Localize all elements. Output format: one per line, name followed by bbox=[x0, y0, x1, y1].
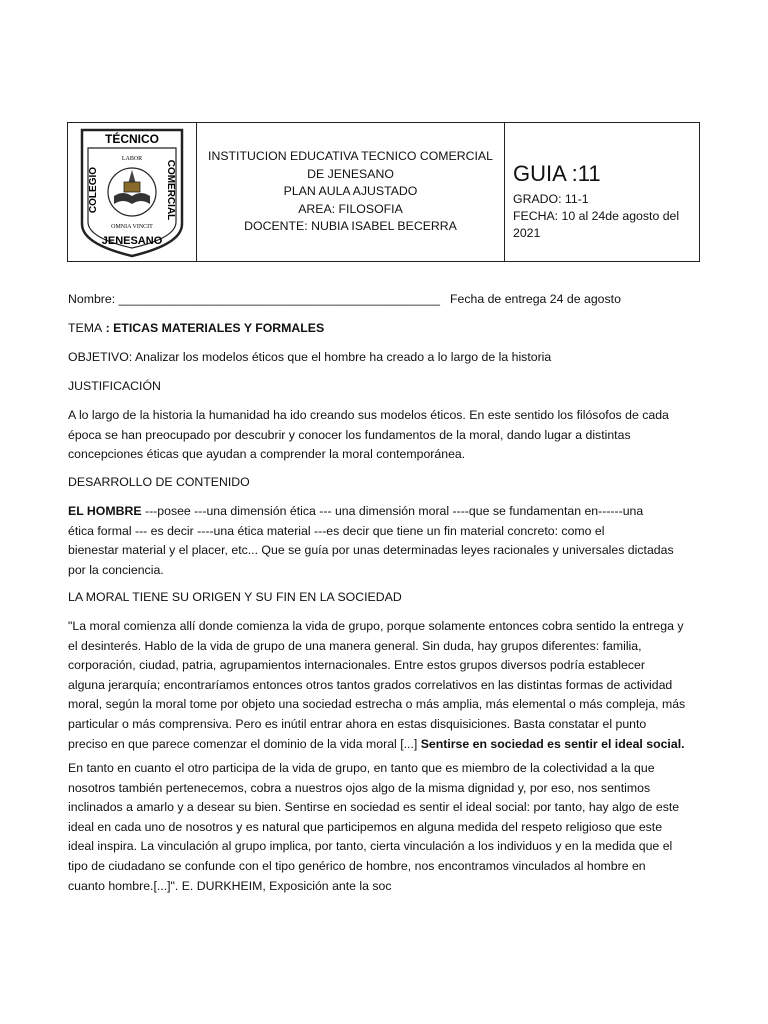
justificacion-heading: JUSTIFICACIÓN bbox=[68, 379, 161, 393]
moral2-line: ideal inspira. La vinculación al grupo implica, por tanto, cierta vinculación a los individuos y en la medida que el bbox=[68, 839, 673, 854]
fecha-line1: FECHA: 10 al 24de agosto del bbox=[513, 209, 680, 223]
school-crest-logo bbox=[78, 126, 186, 258]
moral2-line: tipo de ciudadano se confunde con el tipo genérico de hombre, nos encontramos vinculados al hombre en bbox=[68, 858, 646, 873]
institution-name-line2: DE JENESANO bbox=[307, 166, 394, 181]
nombre-row bbox=[68, 290, 704, 310]
moral-line: particular o más comprensiva. Pero es inútil entrar ahora en estas disquisiciones. Basta constatar el punto bbox=[68, 716, 647, 731]
moral2-line: cuanto hombre.[...]". E. DURKHEIM, Exposición ante la soc bbox=[68, 878, 392, 893]
area-label: AREA: FILOSOFIA bbox=[298, 201, 403, 216]
logo-right-text: COMERCIAL bbox=[165, 159, 176, 221]
nombre-field[interactable]: Nombre: _______________________________________________ bbox=[68, 292, 440, 306]
objetivo-label: OBJETIVO: bbox=[68, 350, 133, 364]
moral-quote-paragraph bbox=[68, 617, 704, 754]
docente-label: DOCENTE: NUBIA ISABEL BECERRA bbox=[244, 219, 457, 234]
moral-line: moral, según la moral tome por objeto una sociedad estrecha o más amplia, más elemental o más compleja, más bbox=[68, 697, 686, 712]
el-hombre-label: EL HOMBRE bbox=[68, 504, 142, 518]
moral2-line: ideal en cada uno de nosotros y es natural que participemos en alguna medida del respeto religioso que este bbox=[68, 819, 663, 834]
moral2-line: inclinados a amarlo y a desear su bien. Sentirse en sociedad es sentir el ideal social: por tanto, hay algo de este bbox=[68, 800, 680, 815]
moral2-line: En tanto en cuanto el otro participa de la vida de grupo, en tanto que es miembro de la colectividad a la que bbox=[68, 761, 655, 775]
guia-info bbox=[505, 123, 699, 261]
moral-last-bold: Sentirse en sociedad es sentir el ideal social. bbox=[420, 736, 685, 751]
tema-label: TEMA bbox=[68, 321, 103, 335]
desarrollo-line: bienestar material y el placer, etc... Que se guía por unas determinadas leyes racionales y universales dictadas bbox=[68, 543, 674, 558]
logo-banner-bottom: OMNIA VINCIT bbox=[111, 224, 153, 230]
header-table bbox=[67, 122, 700, 262]
logo-top-text: TÉCNICO bbox=[105, 132, 159, 146]
moral-line: el desinterés. Hablo de la vida de grupo de una manera general. Sin duda, hay grupos diferentes: familia, bbox=[68, 638, 642, 653]
tema-value: : ETICAS MATERIALES Y FORMALES bbox=[102, 321, 325, 335]
logo-cell bbox=[68, 123, 197, 261]
moral-heading: LA MORAL TIENE SU ORIGEN Y SU FIN EN LA SOCIEDAD bbox=[68, 590, 402, 604]
desarrollo-line: ética formal --- es decir ----una ética material ---es decir que tiene un fin material concreto: como el bbox=[68, 523, 605, 538]
fecha-entrega: Fecha de entrega 24 de agosto bbox=[450, 292, 621, 306]
desarrollo-line1-rest: ---posee ---una dimensión ética --- una dimensión moral ----que se fundamentan en------una bbox=[141, 504, 644, 518]
desarrollo-paragraph bbox=[68, 502, 704, 580]
logo-left-text: COLEGIO bbox=[88, 166, 99, 214]
justificacion-line: época se han preocupado por descubrir y conocer los fundamentos de la moral, dando lugar a distintas bbox=[68, 427, 631, 442]
fecha-line2: 2021 bbox=[513, 226, 541, 240]
moral-last-plain: preciso en que parece comenzar el dominio de la vida moral [...] bbox=[68, 736, 421, 751]
objetivo-value: Analizar los modelos éticos que el hombre ha creado a lo largo de la historia bbox=[132, 350, 552, 364]
moral-line: "La moral comienza allí donde comienza la vida de grupo, porque solamente entonces cobra sentido la entrega y bbox=[68, 619, 684, 633]
institution-info bbox=[197, 123, 505, 261]
desarrollo-heading: DESARROLLO DE CONTENIDO bbox=[68, 475, 250, 489]
moral-second-paragraph bbox=[68, 759, 704, 896]
moral-line: corporación, ciudad, patria, agrupamientos internacionales. Entre estos grupos diversos podría establecer bbox=[68, 658, 645, 673]
desarrollo-line bbox=[68, 502, 704, 522]
justificacion-line: concepciones éticas que ayudan a comprender la moral contemporánea. bbox=[68, 447, 466, 462]
institution-name-line1: INSTITUCION EDUCATIVA TECNICO COMERCIAL bbox=[208, 149, 493, 164]
justificacion-line: A lo largo de la historia la humanidad ha ido creando sus modelos éticos. En este sentido los filósofos de cada bbox=[68, 408, 669, 422]
justificacion-paragraph bbox=[68, 406, 704, 465]
grado-label: GRADO: 11-1 bbox=[513, 192, 589, 206]
logo-bottom-text: JENESANO bbox=[101, 235, 163, 247]
desarrollo-line: por la conciencia. bbox=[68, 562, 164, 577]
moral-line bbox=[68, 735, 704, 755]
moral2-line: nosotros también pertenecemos, cobra a nuestros ojos algo de la misma dignidad y, por eso, nos sentimos bbox=[68, 780, 651, 795]
plan-label: PLAN AULA AJUSTADO bbox=[283, 184, 418, 199]
guia-title: GUIA :11 bbox=[513, 161, 601, 186]
tema-row bbox=[68, 319, 704, 339]
logo-banner-top: LABOR bbox=[121, 156, 143, 162]
moral-line: alguna jerarquía; encontraríamos entonces otros tantos grados correlativos en las distintas formas de actividad bbox=[68, 677, 673, 692]
objetivo-row bbox=[68, 348, 704, 368]
